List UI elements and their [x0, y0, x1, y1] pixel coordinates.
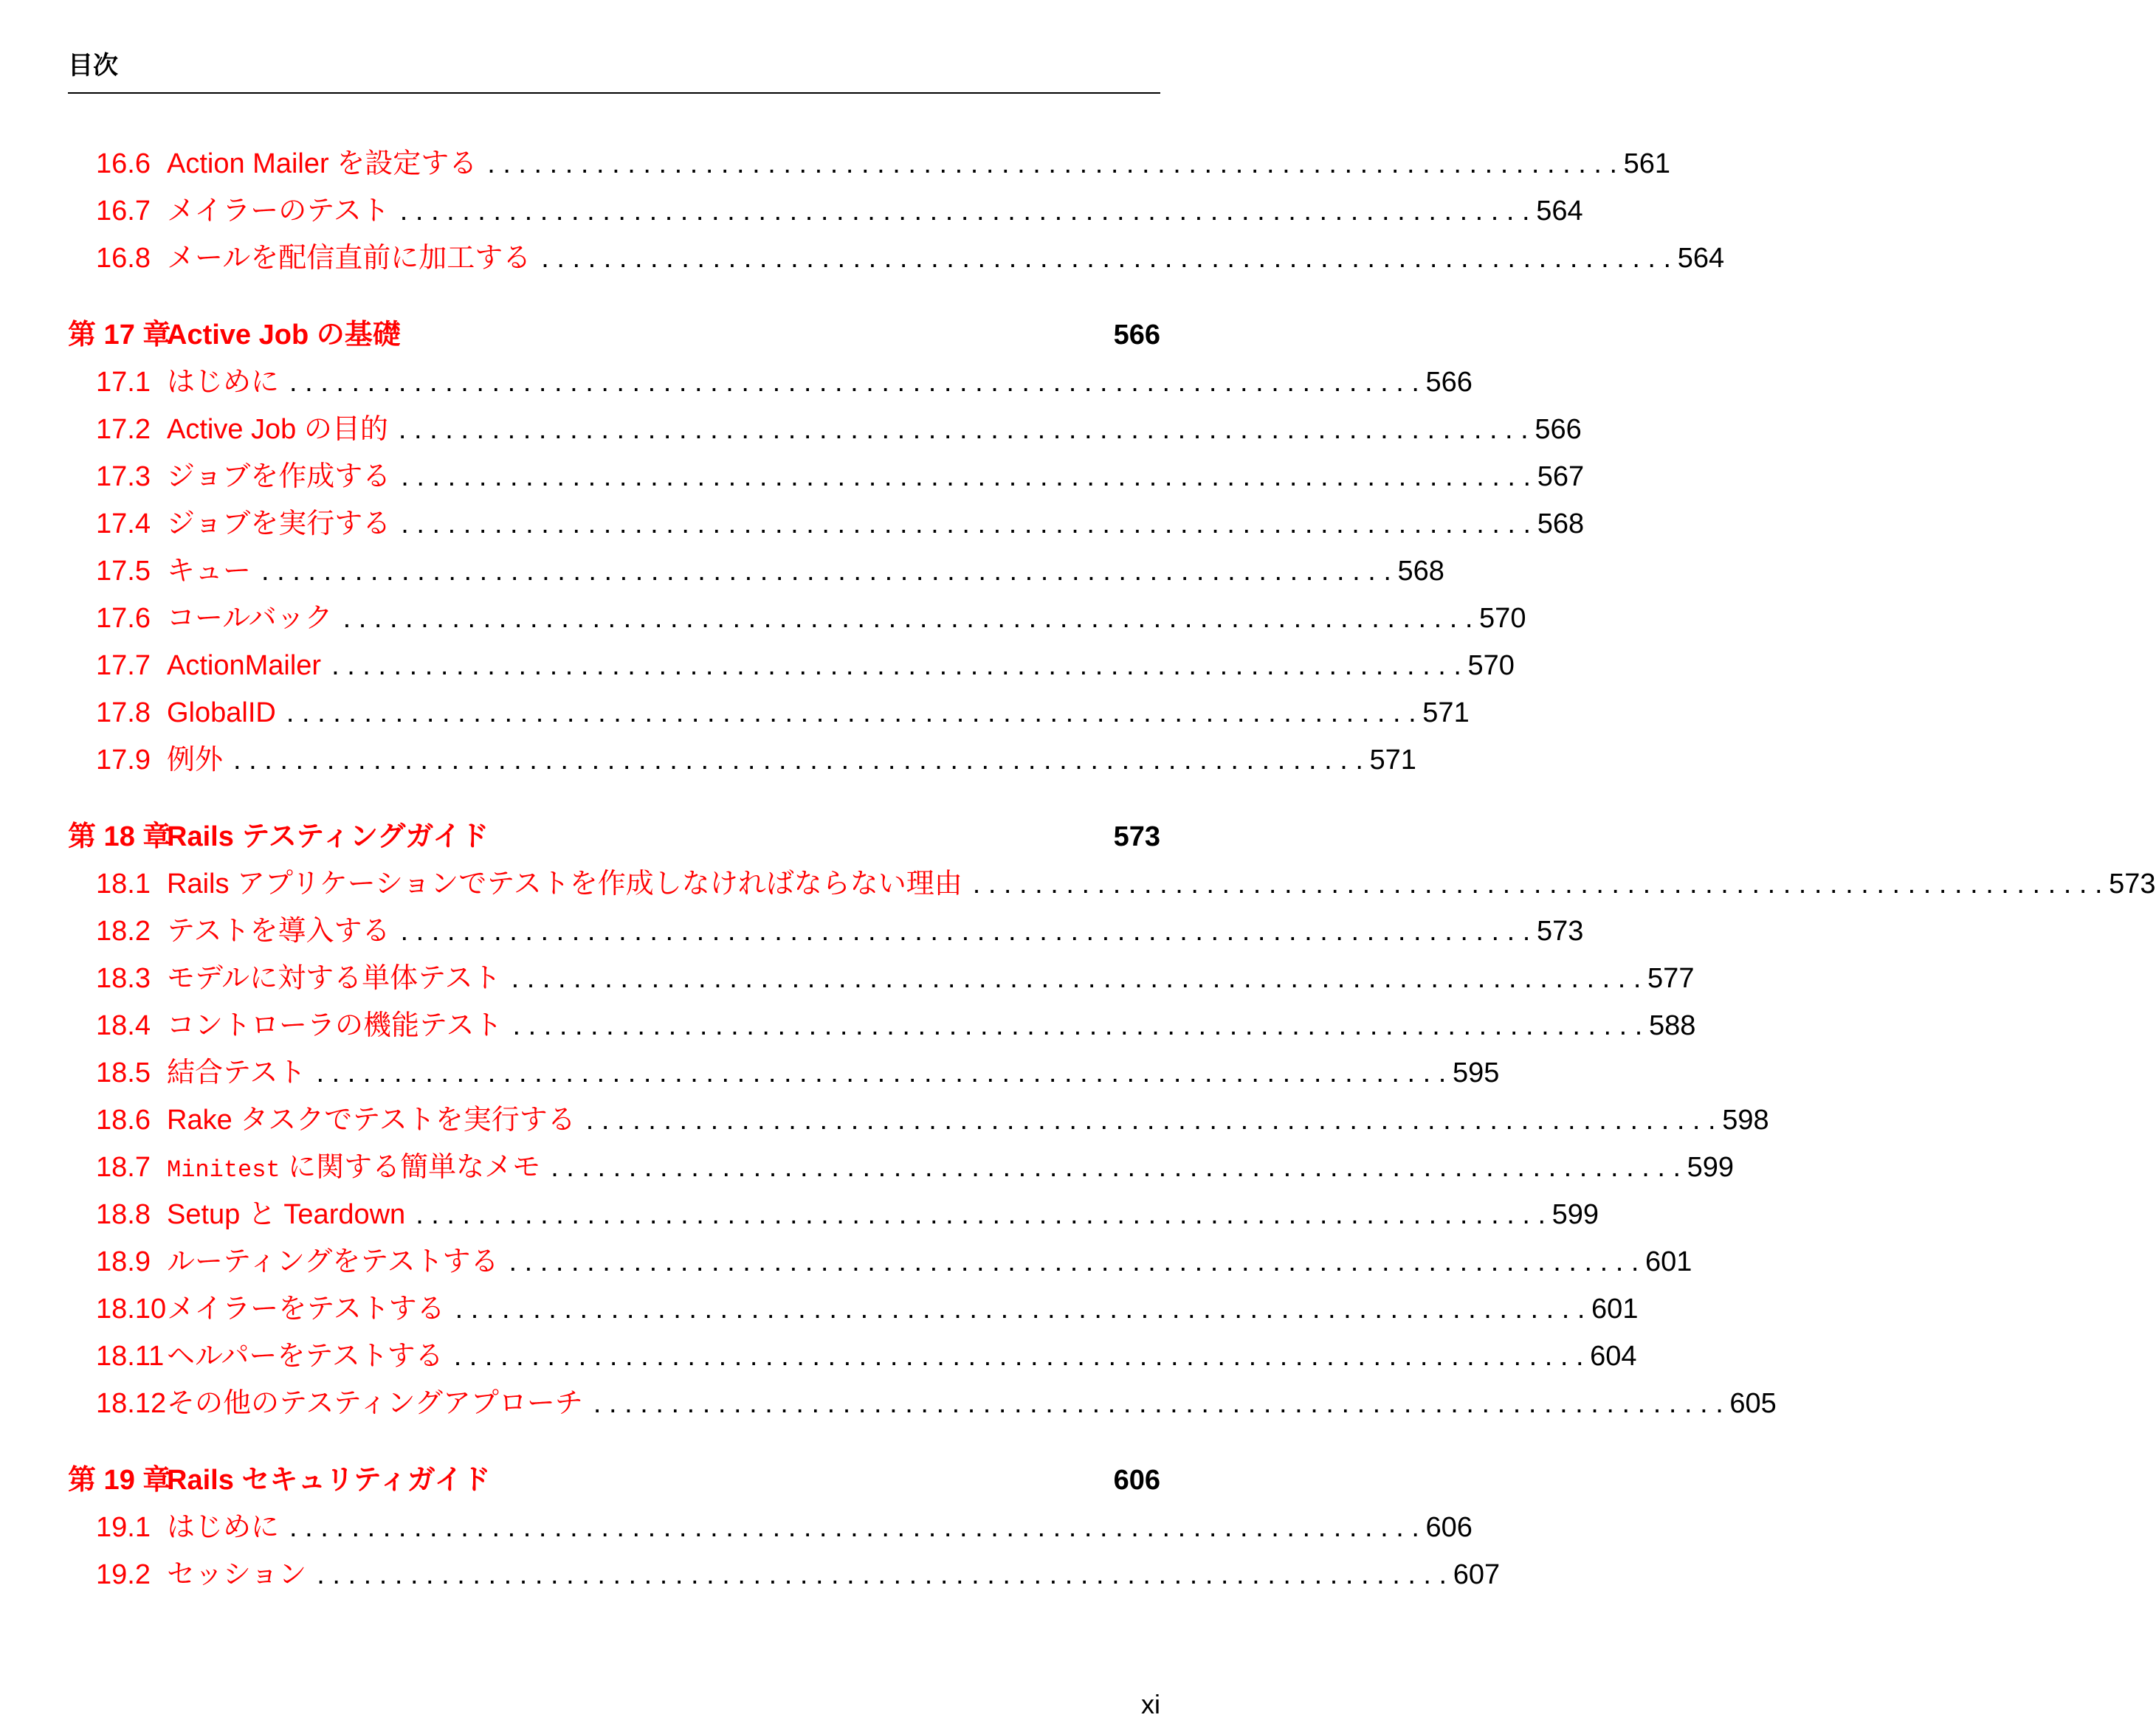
section-number-link[interactable]: 18.5 [96, 1057, 151, 1088]
section-title-link[interactable]: GlobalID [167, 697, 276, 728]
toc-section-row[interactable] [68, 1238, 1692, 1285]
toc-chapter-row[interactable] [68, 1457, 1160, 1504]
section-title-link[interactable]: モデルに対する単体テスト [167, 963, 501, 994]
dot-leader: . . . . . . . . . . . . . . . . . . . . . . . . . . . . . . . . . . . . . . . . . . . . . . . . . . . . . . . . . . . . . . . . . . . . . . . . . [509, 1246, 1639, 1277]
section-page-number: 573 [1536, 916, 1584, 947]
section-page-number: 570 [1467, 650, 1515, 681]
toc-section-row[interactable] [68, 359, 1473, 406]
section-page-number: 566 [1535, 414, 1582, 445]
section-title-link[interactable]: コールバック [167, 603, 333, 634]
section-number-link[interactable]: 17.2 [96, 414, 151, 445]
section-number-link[interactable]: 17.4 [96, 508, 151, 539]
section-page-number: 561 [1623, 148, 1671, 179]
section-number-link[interactable]: 18.7 [96, 1152, 151, 1183]
dot-leader: . . . . . . . . . . . . . . . . . . . . . . . . . . . . . . . . . . . . . . . . . . . . . . . . . . . . . . . . . . . . . . . . . . . . . . . . . [487, 148, 1618, 179]
section-number-link[interactable]: 18.10 [96, 1294, 167, 1325]
section-title-link[interactable]: はじめに [167, 1512, 280, 1543]
section-title-link[interactable]: キュー [167, 556, 252, 587]
dot-leader: . . . . . . . . . . . . . . . . . . . . . . . . . . . . . . . . . . . . . . . . . . . . . . . . . . . . . . . . . . . . . . . . . . . . . . . . . [511, 963, 1642, 994]
dot-leader: . . . . . . . . . . . . . . . . . . . . . . . . . . . . . . . . . . . . . . . . . . . . . . . . . . . . . . . . . . . . . . . . . . . . . . . . . [400, 916, 1531, 947]
section-title-text: に関する簡単なメモ [280, 1152, 541, 1183]
toc-section-row[interactable] [68, 1097, 1769, 1144]
chapter-number-link[interactable]: 第 17 章 [68, 320, 171, 351]
section-title-link[interactable]: ルーティングをテストする [167, 1246, 499, 1277]
section-number-link[interactable]: 17.5 [96, 556, 151, 587]
toc-section-row[interactable] [68, 860, 2156, 908]
section-title-link[interactable]: Action Mailer を設定する [167, 148, 478, 179]
dot-leader: . . . . . . . . . . . . . . . . . . . . . . . . . . . . . . . . . . . . . . . . . . . . . . . . . . . . . . . . . . . . . . . . . . . . . . . . . [455, 1294, 1585, 1325]
table-of-contents [68, 140, 2156, 1598]
header-divider [68, 92, 1160, 94]
section-page-number: 606 [1425, 1512, 1473, 1543]
section-number-link[interactable]: 16.8 [96, 243, 151, 274]
section-number-link[interactable]: 19.1 [96, 1512, 151, 1543]
chapter-spacer [68, 784, 1160, 813]
toc-section-row[interactable] [68, 235, 1725, 282]
toc-section-row[interactable] [68, 1380, 1777, 1427]
toc-section-row[interactable] [68, 406, 1582, 453]
section-page-number: 570 [1479, 603, 1526, 634]
section-page-number: 567 [1537, 461, 1585, 492]
dot-leader: . . . . . . . . . . . . . . . . . . . . . . . . . . . . . . . . . . . . . . . . . . . . . . . . . . . . . . . . . . . . . . . . . . . . . . . . . [541, 243, 1672, 274]
section-title-link[interactable]: ヘルパーをテストする [167, 1341, 444, 1372]
section-page-number: 601 [1645, 1246, 1692, 1277]
section-page-number: 601 [1591, 1294, 1639, 1325]
dot-leader: . . . . . . . . . . . . . . . . . . . . . . . . . . . . . . . . . . . . . . . . . . . . . . . . . . . . . . . . . . . . . . . . . . . . . . . . . [399, 196, 1530, 227]
toc-section-row[interactable] [68, 453, 1585, 500]
chapter-page-number: 606 [1113, 1465, 1160, 1496]
toc-section-row[interactable] [68, 736, 1416, 784]
section-title-link[interactable]: Active Job の目的 [167, 414, 388, 445]
section-page-number: 571 [1422, 697, 1470, 728]
section-title-link[interactable]: 例外 [167, 745, 224, 776]
section-number-link[interactable]: 17.8 [96, 697, 151, 728]
toc-section-row[interactable] [68, 1002, 1696, 1049]
toc-section-row[interactable] [68, 689, 1470, 736]
section-page-number: 595 [1452, 1057, 1500, 1088]
toc-chapter-row[interactable] [68, 311, 1160, 359]
section-title-link[interactable]: ジョブを実行する [167, 508, 391, 539]
toc-section-row[interactable] [68, 548, 1444, 595]
dot-leader: . . . . . . . . . . . . . . . . . . . . . . . . . . . . . . . . . . . . . . . . . . . . . . . . . . . . . . . . . . . . . . . . . . . . . . . . . [289, 367, 1419, 398]
dot-leader: . . . . . . . . . . . . . . . . . . . . . . . . . . . . . . . . . . . . . . . . . . . . . . . . . . . . . . . . . . . . . . . . . . . . . . . . . [512, 1010, 1643, 1041]
section-title-code: Minitest [167, 1156, 280, 1184]
section-number-link[interactable]: 18.6 [96, 1105, 151, 1136]
toc-section-row[interactable] [68, 1049, 1500, 1097]
dot-leader: . . . . . . . . . . . . . . . . . . . . . . . . . . . . . . . . . . . . . . . . . . . . . . . . . . . . . . . . . . . . . . . . . . . . . . . . . [416, 1199, 1546, 1230]
dot-leader: . . . . . . . . . . . . . . . . . . . . . . . . . . . . . . . . . . . . . . . . . . . . . . . . . . . . . . . . . . . . . . . . . . . . . . . . . [453, 1341, 1584, 1372]
section-number-link[interactable]: 18.8 [96, 1199, 151, 1230]
dot-leader: . . . . . . . . . . . . . . . . . . . . . . . . . . . . . . . . . . . . . . . . . . . . . . . . . . . . . . . . . . . . . . . . . . . . . . . . . [585, 1105, 1716, 1136]
section-number-link[interactable]: 18.4 [96, 1010, 151, 1041]
section-title-link[interactable]: テストを導入する [167, 916, 390, 947]
dot-leader: . . . . . . . . . . . . . . . . . . . . . . . . . . . . . . . . . . . . . . . . . . . . . . . . . . . . . . . . . . . . . . . . . . . . . . . . . [261, 556, 1391, 587]
chapter-number-link[interactable]: 第 19 章 [68, 1465, 171, 1496]
dot-leader: . . . . . . . . . . . . . . . . . . . . . . . . . . . . . . . . . . . . . . . . . . . . . . . . . . . . . . . . . . . . . . . . . . . . . . . . . [342, 603, 1473, 634]
section-page-number: 573 [2109, 869, 2156, 900]
section-number-link[interactable]: 17.6 [96, 603, 151, 634]
section-title-link[interactable]: はじめに [167, 367, 280, 398]
dot-leader: . . . . . . . . . . . . . . . . . . . . . . . . . . . . . . . . . . . . . . . . . . . . . . . . . . . . . . . . . . . . . . . . . . . . . . . . . [972, 869, 2103, 900]
toc-section-row[interactable] [68, 1504, 1473, 1551]
section-page-number: 577 [1647, 963, 1695, 994]
chapter-title-link[interactable]: Rails テスティングガイド [167, 821, 489, 852]
section-title-link[interactable]: ActionMailer [167, 650, 322, 681]
section-page-number: 568 [1537, 508, 1585, 539]
page-title: 目次 [68, 52, 118, 80]
chapter-title-link[interactable]: Active Job の基礎 [167, 320, 401, 351]
dot-leader: . . . . . . . . . . . . . . . . . . . . . . . . . . . . . . . . . . . . . . . . . . . . . . . . . . . . . . . . . . . . . . . . . . . . . . . . . [401, 461, 1532, 492]
toc-section-row[interactable] [68, 1285, 1639, 1333]
chapter-number-link[interactable]: 第 18 章 [68, 821, 171, 852]
section-number-link[interactable]: 18.9 [96, 1246, 151, 1277]
chapter-page-number: 566 [1113, 320, 1160, 351]
section-title-link[interactable]: セッション [167, 1559, 307, 1590]
section-title-link[interactable]: Rails アプリケーションでテストを作成しなければならない理由 [167, 869, 962, 900]
section-page-number: 564 [1677, 243, 1725, 274]
section-title-link[interactable]: その他のテスティングアプローチ [167, 1388, 583, 1419]
section-title-link[interactable]: ジョブを作成する [167, 461, 391, 492]
section-title-link[interactable]: メールを配信直前に加工する [167, 243, 531, 274]
dot-leader: . . . . . . . . . . . . . . . . . . . . . . . . . . . . . . . . . . . . . . . . . . . . . . . . . . . . . . . . . . . . . . . . . . . . . . . . . [331, 650, 1461, 681]
chapter-page-number: 573 [1113, 821, 1160, 852]
section-number-link[interactable]: 16.6 [96, 148, 151, 179]
dot-leader: . . . . . . . . . . . . . . . . . . . . . . . . . . . . . . . . . . . . . . . . . . . . . . . . . . . . . . . . . . . . . . . . . . . . . . . . . [593, 1388, 1723, 1419]
section-number-link[interactable]: 18.12 [96, 1388, 167, 1419]
section-number-link[interactable]: 19.2 [96, 1559, 151, 1590]
dot-leader: . . . . . . . . . . . . . . . . . . . . . . . . . . . . . . . . . . . . . . . . . . . . . . . . . . . . . . . . . . . . . . . . . . . . . . . . . [551, 1152, 1681, 1183]
section-page-number: 599 [1687, 1152, 1735, 1183]
dot-leader: . . . . . . . . . . . . . . . . . . . . . . . . . . . . . . . . . . . . . . . . . . . . . . . . . . . . . . . . . . . . . . . . . . . . . . . . . [289, 1512, 1419, 1543]
section-number-link[interactable]: 17.3 [96, 461, 151, 492]
toc-section-row[interactable] [68, 1551, 1501, 1598]
toc-section-row[interactable] [68, 500, 1585, 548]
section-title-link[interactable]: コントローラの機能テスト [167, 1010, 503, 1041]
section-title-link[interactable]: メイラーをテストする [167, 1294, 445, 1325]
dot-leader: . . . . . . . . . . . . . . . . . . . . . . . . . . . . . . . . . . . . . . . . . . . . . . . . . . . . . . . . . . . . . . . . . . . . . . . . . [398, 414, 1529, 445]
toc-section-row[interactable] [68, 955, 1695, 1002]
section-page-number: 599 [1551, 1199, 1599, 1230]
section-number-link[interactable]: 18.1 [96, 869, 151, 900]
toc-section-row[interactable] [68, 595, 1526, 642]
toc-section-row[interactable] [68, 1144, 1735, 1191]
toc-section-row[interactable] [68, 642, 1515, 689]
section-page-number: 605 [1729, 1388, 1777, 1419]
dot-leader: . . . . . . . . . . . . . . . . . . . . . . . . . . . . . . . . . . . . . . . . . . . . . . . . . . . . . . . . . . . . . . . . . . . . . . . . . [401, 508, 1532, 539]
section-title-link[interactable]: Setup と Teardown [167, 1199, 406, 1230]
chapter-spacer [68, 1427, 1160, 1457]
section-title-link[interactable]: メイラーのテスト [167, 196, 390, 227]
toc-section-row[interactable] [68, 908, 1584, 955]
dot-leader: . . . . . . . . . . . . . . . . . . . . . . . . . . . . . . . . . . . . . . . . . . . . . . . . . . . . . . . . . . . . . . . . . . . . . . . . . [317, 1559, 1447, 1590]
dot-leader: . . . . . . . . . . . . . . . . . . . . . . . . . . . . . . . . . . . . . . . . . . . . . . . . . . . . . . . . . . . . . . . . . . . . . . . . . [286, 697, 1416, 728]
section-number-link[interactable]: 16.7 [96, 196, 151, 227]
toc-section-row[interactable] [68, 140, 1671, 187]
dot-leader: . . . . . . . . . . . . . . . . . . . . . . . . . . . . . . . . . . . . . . . . . . . . . . . . . . . . . . . . . . . . . . . . . . . . . . . . . [316, 1057, 1447, 1088]
section-page-number: 604 [1590, 1341, 1637, 1372]
section-page-number: 568 [1397, 556, 1444, 587]
section-number-link[interactable]: 17.1 [96, 367, 151, 398]
section-page-number: 588 [1648, 1010, 1696, 1041]
toc-section-row[interactable] [68, 1333, 1637, 1380]
section-page-number: 607 [1453, 1559, 1501, 1590]
section-number-link[interactable]: 17.9 [96, 745, 151, 776]
toc-section-row[interactable] [68, 187, 1583, 235]
section-number-link[interactable]: 18.3 [96, 963, 151, 994]
toc-section-row[interactable] [68, 1191, 1599, 1238]
page-number: xi [1141, 1689, 1160, 1719]
section-number-link[interactable]: 18.2 [96, 916, 151, 947]
section-page-number: 598 [1722, 1105, 1769, 1136]
section-title-link[interactable] [167, 1144, 551, 1194]
toc-chapter-row[interactable] [68, 813, 1160, 860]
section-title-link[interactable]: Rake タスクでテストを実行する [167, 1105, 576, 1136]
section-page-number: 571 [1369, 745, 1416, 776]
section-number-link[interactable]: 17.7 [96, 650, 151, 681]
chapter-spacer [68, 282, 1160, 311]
section-number-link[interactable]: 18.11 [96, 1341, 165, 1372]
chapter-title-link[interactable]: Rails セキュリティガイド [167, 1465, 491, 1496]
section-page-number: 566 [1425, 367, 1473, 398]
section-title-link[interactable]: 結合テスト [167, 1057, 306, 1088]
section-page-number: 564 [1536, 196, 1583, 227]
dot-leader: . . . . . . . . . . . . . . . . . . . . . . . . . . . . . . . . . . . . . . . . . . . . . . . . . . . . . . . . . . . . . . . . . . . . . . . . . [233, 745, 1363, 776]
